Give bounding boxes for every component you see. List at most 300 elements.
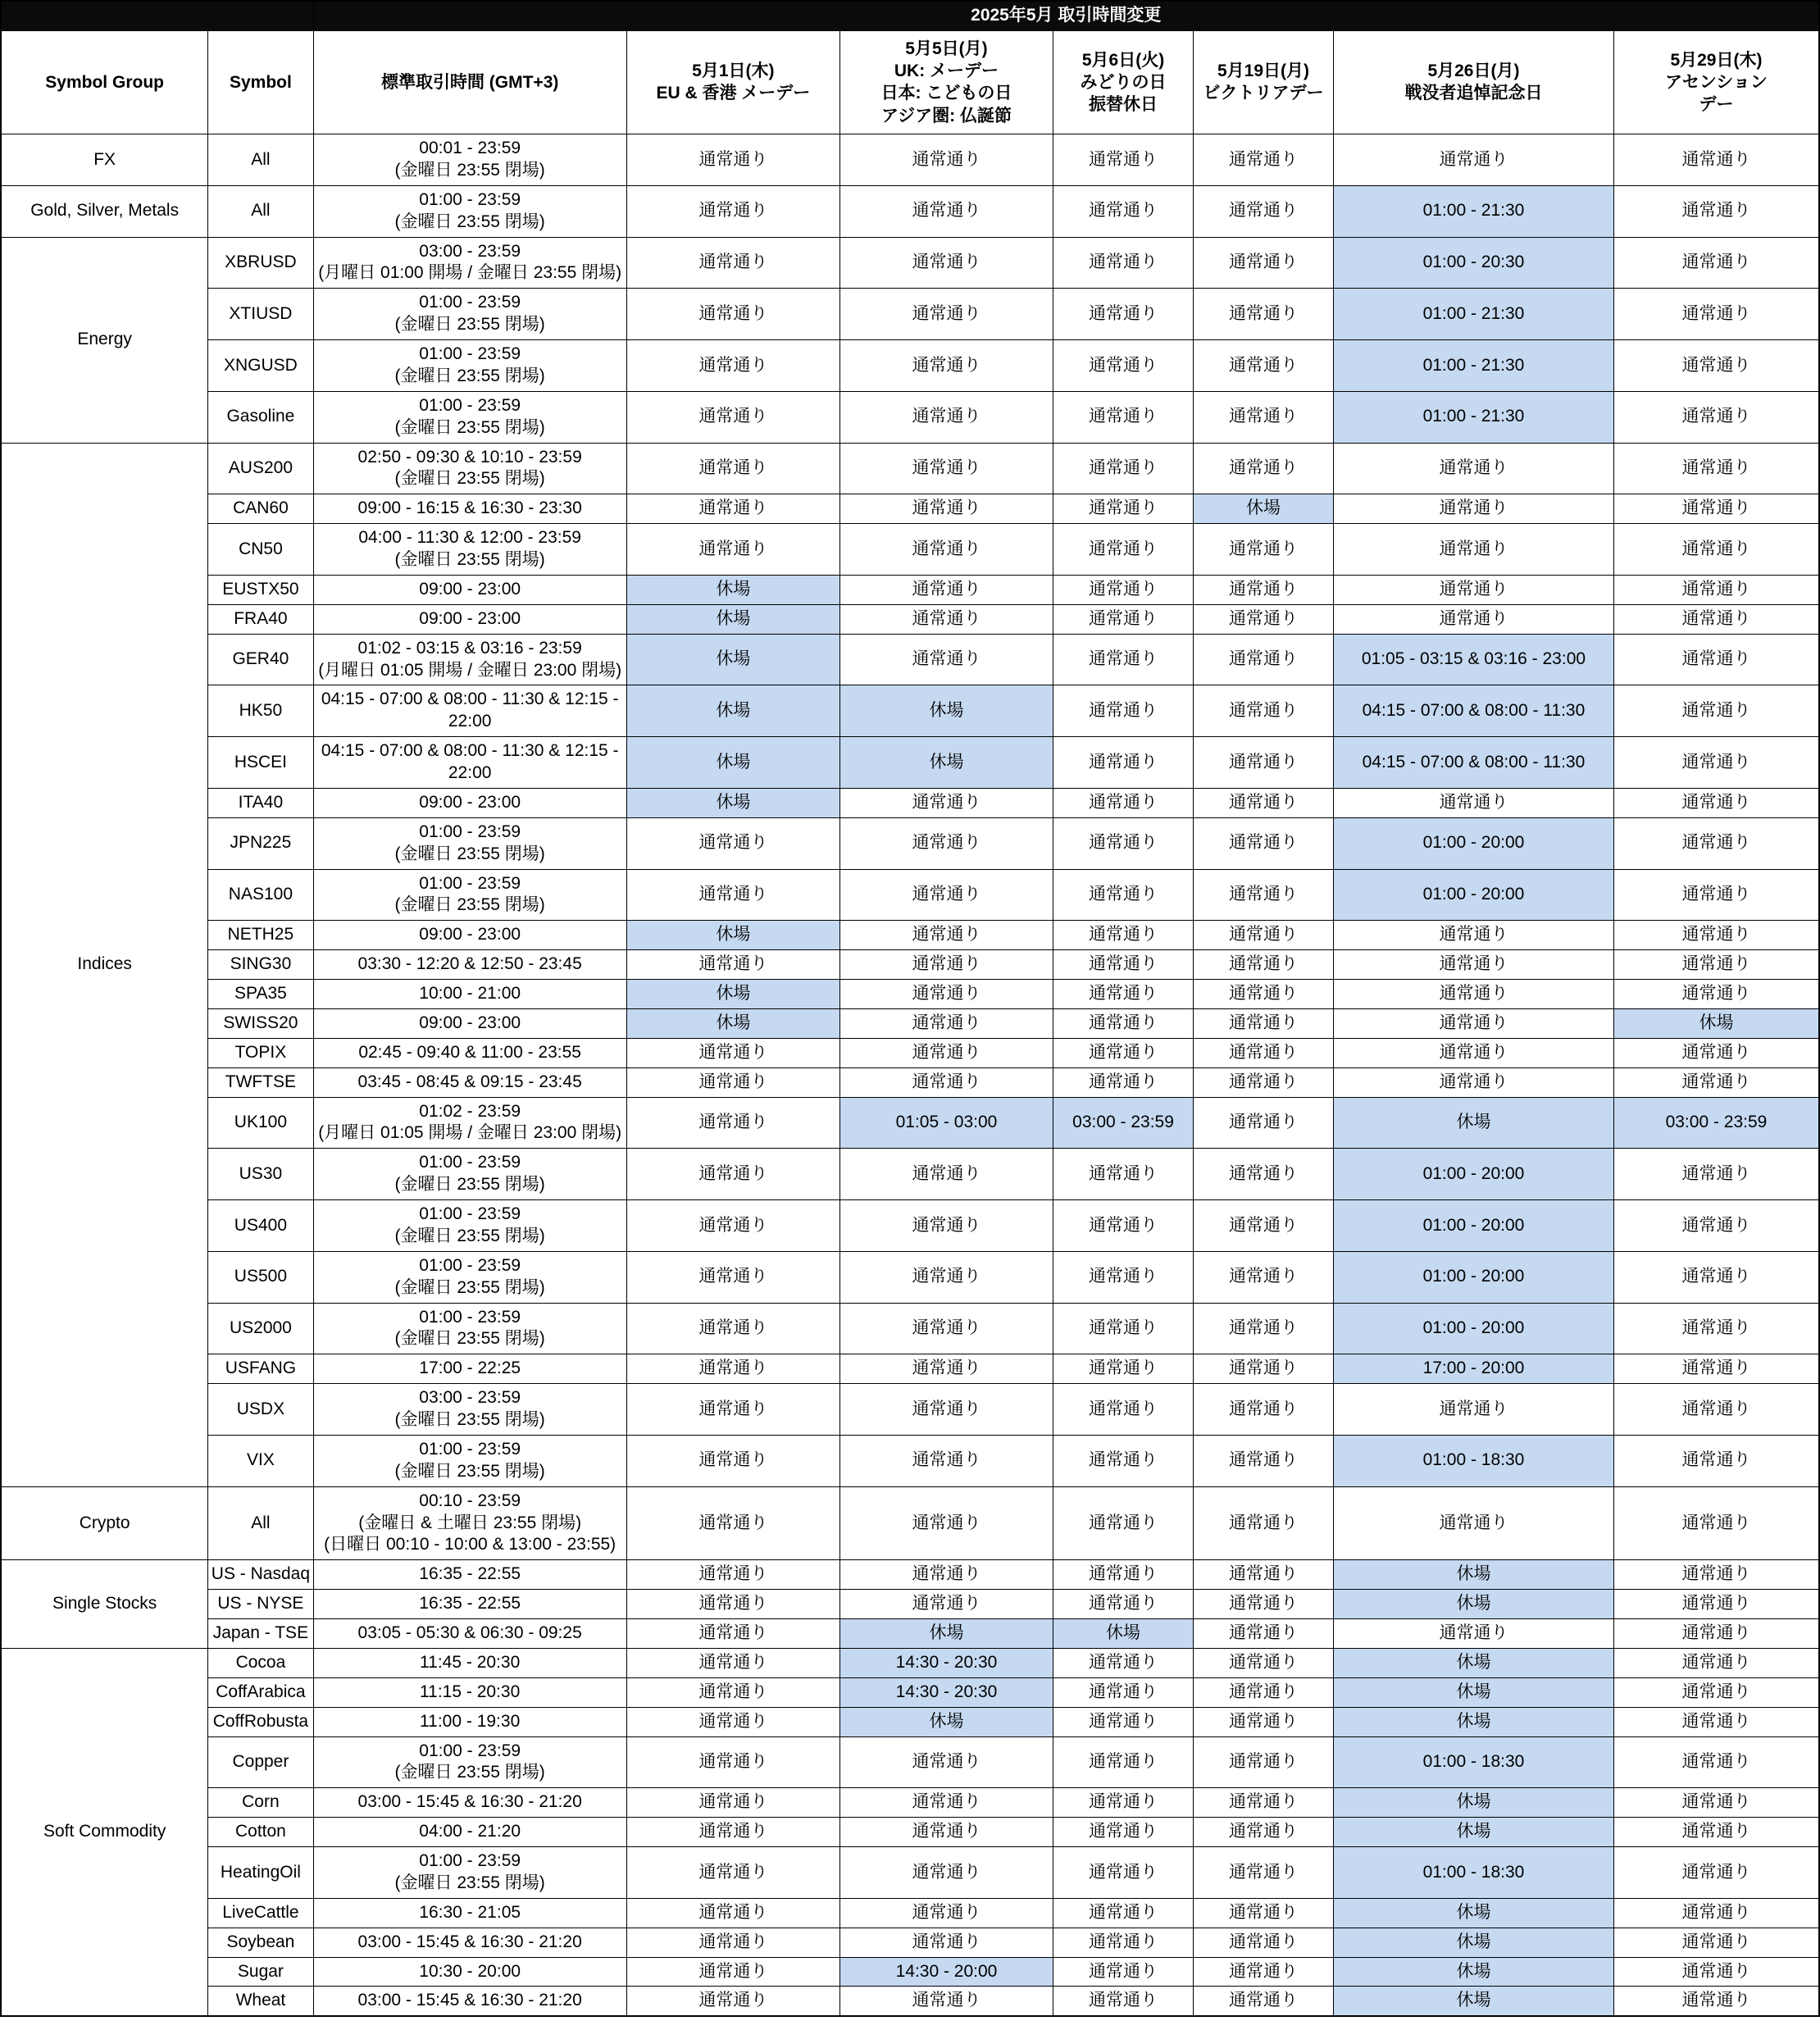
standard-hours-cell <box>313 1486 626 1560</box>
table-row <box>1 685 1819 737</box>
symbol-cell: US400 <box>208 1200 313 1252</box>
schedule-cell: 休場 <box>1333 1928 1613 1957</box>
schedule-cell: 休場 <box>1333 1957 1613 1987</box>
table-row <box>1 1788 1819 1818</box>
schedule-cell: 通常通り <box>1333 575 1613 604</box>
standard-hours-cell <box>313 443 626 494</box>
standard-hours-line: 03:00 - 15:45 & 16:30 - 21:20 <box>357 1991 582 2010</box>
table-row <box>1 1736 1819 1788</box>
symbol-cell: All <box>208 185 313 237</box>
symbol-cell: SWISS20 <box>208 1008 313 1038</box>
standard-hours-line: 02:45 - 09:40 & 11:00 - 23:55 <box>358 1042 581 1062</box>
table-row <box>1 817 1819 869</box>
schedule-cell: 休場 <box>626 788 839 817</box>
standard-hours-cell <box>313 1898 626 1928</box>
standard-hours-line: 00:10 - 23:59 <box>419 1491 521 1510</box>
schedule-cell: 通常通り <box>839 950 1053 980</box>
schedule-cell: 通常通り <box>839 1928 1053 1957</box>
table-row <box>1 1987 1819 2016</box>
schedule-cell: 休場 <box>839 737 1053 789</box>
table-body <box>1 134 1819 2017</box>
schedule-cell: 通常通り <box>1053 1957 1194 1987</box>
standard-hours-cell <box>313 1354 626 1384</box>
header-date-may-5-line-3: 日本: こどもの日 <box>880 84 1012 103</box>
schedule-cell: 通常通り <box>1194 1928 1334 1957</box>
schedule-cell: 14:30 - 20:00 <box>839 1957 1053 1987</box>
schedule-cell: 通常通り <box>1333 921 1613 950</box>
symbol-cell: US30 <box>208 1149 313 1200</box>
schedule-cell: 04:15 - 07:00 & 08:00 - 11:30 <box>1333 685 1613 737</box>
standard-hours-cell <box>313 1008 626 1038</box>
standard-hours-cell <box>313 1619 626 1649</box>
symbol-cell: NETH25 <box>208 921 313 950</box>
schedule-cell: 通常通り <box>1194 1987 1334 2016</box>
schedule-cell: 14:30 - 20:30 <box>839 1648 1053 1677</box>
schedule-cell: 通常通り <box>1194 817 1334 869</box>
schedule-cell: 通常通り <box>1194 737 1334 789</box>
standard-hours-line: (金曜日 23:55 閉場) <box>394 550 545 570</box>
symbol-cell: AUS200 <box>208 443 313 494</box>
schedule-cell: 通常通り <box>1053 524 1194 576</box>
schedule-cell: 通常通り <box>1194 1648 1334 1677</box>
header-date-may-29 <box>1613 30 1819 134</box>
schedule-cell: 通常通り <box>1194 1435 1334 1486</box>
table-row <box>1 494 1819 524</box>
symbol-cell: CoffRobusta <box>208 1707 313 1736</box>
symbol-cell: HSCEI <box>208 737 313 789</box>
schedule-cell: 通常通り <box>1613 1928 1819 1957</box>
table-row <box>1 185 1819 237</box>
table-row <box>1 1097 1819 1149</box>
schedule-cell: 通常通り <box>1053 1354 1194 1384</box>
schedule-cell: 通常通り <box>1333 1619 1613 1649</box>
header-row <box>1 30 1819 134</box>
standard-hours-line: 01:02 - 03:15 & 03:16 - 23:59 <box>357 638 582 658</box>
schedule-cell: 休場 <box>626 921 839 950</box>
standard-hours-line: 01:00 - 23:59 <box>419 1153 521 1172</box>
schedule-cell: 休場 <box>839 1707 1053 1736</box>
schedule-cell: 通常通り <box>1613 391 1819 443</box>
table-row <box>1 443 1819 494</box>
schedule-cell: 通常通り <box>1053 1898 1194 1928</box>
schedule-cell: 通常通り <box>626 1097 839 1149</box>
standard-hours-cell <box>313 289 626 340</box>
schedule-cell: 01:00 - 21:30 <box>1333 185 1613 237</box>
header-date-may-5-line-1: 5月5日(月) <box>905 39 988 58</box>
schedule-cell: 通常通り <box>1053 575 1194 604</box>
schedule-cell: 通常通り <box>839 494 1053 524</box>
schedule-cell: 通常通り <box>1333 604 1613 634</box>
schedule-cell: 01:00 - 21:30 <box>1333 340 1613 392</box>
schedule-cell: 通常通り <box>1194 185 1334 237</box>
standard-hours-line: 09:00 - 23:00 <box>419 579 521 599</box>
standard-hours-line: 09:00 - 23:00 <box>419 925 521 944</box>
header-date-may-6-line-3: 振替休日 <box>1089 95 1158 115</box>
schedule-cell: 通常通り <box>626 1149 839 1200</box>
schedule-cell: 通常通り <box>839 1435 1053 1486</box>
schedule-cell: 通常通り <box>1053 817 1194 869</box>
symbol-cell: TOPIX <box>208 1038 313 1067</box>
standard-hours-cell <box>313 788 626 817</box>
schedule-cell: 01:00 - 18:30 <box>1333 1847 1613 1899</box>
schedule-cell: 通常通り <box>1053 634 1194 685</box>
schedule-cell: 通常通り <box>1053 685 1194 737</box>
schedule-cell: 通常通り <box>1194 1038 1334 1067</box>
schedule-cell: 通常通り <box>839 1736 1053 1788</box>
standard-hours-cell <box>313 1303 626 1354</box>
standard-hours-cell <box>313 921 626 950</box>
symbol-cell: Copper <box>208 1736 313 1788</box>
table-row <box>1 1677 1819 1707</box>
schedule-cell: 休場 <box>1194 494 1334 524</box>
schedule-cell: 通常通り <box>1194 289 1334 340</box>
schedule-cell: 通常通り <box>1333 1384 1613 1436</box>
standard-hours-line: 04:15 - 07:00 & 08:00 - 11:30 & 12:15 - 22:00 <box>321 741 619 783</box>
schedule-cell: 通常通り <box>1194 1847 1334 1899</box>
standard-hours-line: (金曜日 23:55 閉場) <box>394 1763 545 1782</box>
schedule-cell: 通常通り <box>1194 1097 1334 1149</box>
schedule-cell: 通常通り <box>1333 134 1613 186</box>
schedule-cell: 通常通り <box>1053 1928 1194 1957</box>
schedule-cell: 通常通り <box>1333 980 1613 1009</box>
symbol-cell: HeatingOil <box>208 1847 313 1899</box>
schedule-cell: 通常通り <box>626 1038 839 1067</box>
schedule-cell: 通常通り <box>1194 950 1334 980</box>
standard-hours-cell <box>313 134 626 186</box>
schedule-cell: 通常通り <box>626 443 839 494</box>
table-row <box>1 1303 1819 1354</box>
standard-hours-line: 01:00 - 23:59 <box>419 344 521 364</box>
schedule-cell: 01:00 - 21:30 <box>1333 289 1613 340</box>
schedule-cell: 通常通り <box>1194 1736 1334 1788</box>
standard-hours-cell <box>313 1928 626 1957</box>
symbol-cell: XBRUSD <box>208 237 313 289</box>
schedule-cell: 通常通り <box>1053 1560 1194 1590</box>
schedule-cell: 通常通り <box>1333 950 1613 980</box>
standard-hours-cell <box>313 1590 626 1619</box>
schedule-cell: 休場 <box>1333 1648 1613 1677</box>
schedule-cell: 通常通り <box>1613 1486 1819 1560</box>
standard-hours-cell <box>313 237 626 289</box>
header-date-may-29-line-1: 5月29日(木) <box>1670 50 1763 70</box>
header-standard-hours: 標準取引時間 (GMT+3) <box>313 30 626 134</box>
standard-hours-cell <box>313 1435 626 1486</box>
schedule-cell: 休場 <box>1333 1898 1613 1928</box>
schedule-cell: 通常通り <box>839 1067 1053 1097</box>
standard-hours-cell <box>313 391 626 443</box>
schedule-cell: 休場 <box>626 685 839 737</box>
standard-hours-line: (金曜日 23:55 閉場) <box>394 160 545 180</box>
schedule-cell: 通常通り <box>1053 1818 1194 1847</box>
symbol-cell: US500 <box>208 1251 313 1303</box>
schedule-cell: 01:05 - 03:15 & 03:16 - 23:00 <box>1333 634 1613 685</box>
schedule-cell: 通常通り <box>1053 1590 1194 1619</box>
schedule-cell: 通常通り <box>1194 1707 1334 1736</box>
table-row <box>1 1038 1819 1067</box>
symbol-cell: CAN60 <box>208 494 313 524</box>
symbol-cell: Corn <box>208 1788 313 1818</box>
schedule-cell: 通常通り <box>1053 604 1194 634</box>
schedule-cell: 通常通り <box>626 1067 839 1097</box>
schedule-cell: 休場 <box>1333 1707 1613 1736</box>
schedule-cell: 通常通り <box>839 1354 1053 1384</box>
standard-hours-line: (月曜日 01:00 開場 / 金曜日 23:55 閉場) <box>318 263 622 283</box>
table-row <box>1 1898 1819 1928</box>
standard-hours-line: (日曜日 00:10 - 10:00 & 13:00 - 23:55) <box>324 1535 617 1554</box>
schedule-cell: 通常通り <box>626 1648 839 1677</box>
schedule-cell: 通常通り <box>626 185 839 237</box>
table-row <box>1 1928 1819 1957</box>
standard-hours-line: 04:15 - 07:00 & 08:00 - 11:30 & 12:15 - 22:00 <box>321 690 619 731</box>
banner-spacer <box>1 1 313 30</box>
table-row <box>1 737 1819 789</box>
schedule-cell: 通常通り <box>1613 1067 1819 1097</box>
standard-hours-cell <box>313 980 626 1009</box>
schedule-cell: 01:00 - 20:00 <box>1333 1303 1613 1354</box>
standard-hours-line: 01:00 - 23:59 <box>419 1741 521 1760</box>
standard-hours-cell <box>313 1200 626 1252</box>
symbol-cell: CoffArabica <box>208 1677 313 1707</box>
symbol-cell: LiveCattle <box>208 1898 313 1928</box>
schedule-cell: 通常通り <box>1053 1067 1194 1097</box>
schedule-cell: 通常通り <box>839 869 1053 921</box>
schedule-cell: 休場 <box>626 980 839 1009</box>
schedule-cell: 通常通り <box>1194 1251 1334 1303</box>
schedule-cell: 通常通り <box>626 1560 839 1590</box>
standard-hours-cell <box>313 494 626 524</box>
symbol-cell: All <box>208 1486 313 1560</box>
schedule-cell: 通常通り <box>626 1818 839 1847</box>
schedule-cell: 通常通り <box>626 1590 839 1619</box>
table-row <box>1 980 1819 1009</box>
schedule-cell: 通常通り <box>839 921 1053 950</box>
schedule-cell: 通常通り <box>1613 185 1819 237</box>
table-row <box>1 1648 1819 1677</box>
schedule-cell: 通常通り <box>839 391 1053 443</box>
standard-hours-line: (金曜日 23:55 閉場) <box>394 1410 545 1430</box>
schedule-cell: 通常通り <box>1613 1619 1819 1649</box>
schedule-cell: 03:00 - 23:59 <box>1613 1097 1819 1149</box>
table-row <box>1 1251 1819 1303</box>
schedule-cell: 通常通り <box>626 817 839 869</box>
schedule-cell: 通常通り <box>1333 443 1613 494</box>
schedule-cell: 通常通り <box>1613 575 1819 604</box>
schedule-cell: 通常通り <box>626 1435 839 1486</box>
schedule-cell: 通常通り <box>1194 1677 1334 1707</box>
table-row <box>1 1067 1819 1097</box>
schedule-cell: 通常通り <box>626 1707 839 1736</box>
schedule-cell: 通常通り <box>1333 788 1613 817</box>
standard-hours-cell <box>313 685 626 737</box>
schedule-cell: 通常通り <box>1194 1008 1334 1038</box>
symbol-group-cell: Crypto <box>1 1486 208 1560</box>
standard-hours-cell <box>313 1384 626 1436</box>
standard-hours-line: 03:00 - 23:59 <box>419 1388 521 1408</box>
header-date-may-1-line-1: 5月1日(木) <box>692 61 775 81</box>
standard-hours-line: 01:00 - 23:59 <box>419 189 521 209</box>
standard-hours-cell <box>313 604 626 634</box>
schedule-cell: 通常通り <box>1613 1707 1819 1736</box>
schedule-cell: 01:05 - 03:00 <box>839 1097 1053 1149</box>
schedule-cell: 通常通り <box>1053 134 1194 186</box>
standard-hours-line: 02:50 - 09:30 & 10:10 - 23:59 <box>357 447 582 467</box>
schedule-cell: 休場 <box>1333 1818 1613 1847</box>
header-date-may-26-line-1: 5月26日(月) <box>1427 61 1520 81</box>
schedule-cell: 通常通り <box>1613 1847 1819 1899</box>
symbol-cell: USFANG <box>208 1354 313 1384</box>
schedule-cell: 通常通り <box>1333 1067 1613 1097</box>
symbol-cell: NAS100 <box>208 869 313 921</box>
schedule-cell: 通常通り <box>1053 737 1194 789</box>
header-symbol-group: Symbol Group <box>1 30 208 134</box>
symbol-cell: VIX <box>208 1435 313 1486</box>
schedule-cell: 通常通り <box>1613 340 1819 392</box>
schedule-cell: 通常通り <box>1053 950 1194 980</box>
schedule-cell: 通常通り <box>839 1200 1053 1252</box>
schedule-cell: 通常通り <box>1053 1648 1194 1677</box>
schedule-cell: 通常通り <box>1194 685 1334 737</box>
header-date-may-6 <box>1053 30 1194 134</box>
schedule-cell: 01:00 - 20:30 <box>1333 237 1613 289</box>
header-date-may-19 <box>1194 30 1334 134</box>
standard-hours-line: 01:00 - 23:59 <box>419 293 521 312</box>
symbol-cell: Sugar <box>208 1957 313 1987</box>
schedule-cell: 休場 <box>1053 1619 1194 1649</box>
schedule-cell: 通常通り <box>626 340 839 392</box>
schedule-cell: 通常通り <box>626 1303 839 1354</box>
schedule-cell: 通常通り <box>1333 1038 1613 1067</box>
standard-hours-line: 01:00 - 23:59 <box>419 1439 521 1459</box>
standard-hours-cell <box>313 1560 626 1590</box>
table-row <box>1 1957 1819 1987</box>
schedule-cell: 通常通り <box>1053 1677 1194 1707</box>
symbol-cell: Wheat <box>208 1987 313 2016</box>
standard-hours-line: 09:00 - 23:00 <box>419 792 521 812</box>
schedule-cell: 通常通り <box>1613 788 1819 817</box>
schedule-cell: 通常通り <box>1613 1200 1819 1252</box>
standard-hours-line: 11:45 - 20:30 <box>420 1652 521 1672</box>
schedule-cell: 通常通り <box>839 1384 1053 1436</box>
header-date-may-6-line-2: みどりの日 <box>1080 72 1167 92</box>
symbol-cell: GER40 <box>208 634 313 685</box>
schedule-cell: 通常通り <box>1333 1008 1613 1038</box>
schedule-cell: 通常通り <box>1194 1486 1334 1560</box>
schedule-cell: 通常通り <box>1613 1818 1819 1847</box>
schedule-cell: 通常通り <box>1194 1200 1334 1252</box>
header-date-may-26 <box>1333 30 1613 134</box>
table-row <box>1 1384 1819 1436</box>
schedule-cell: 通常通り <box>1613 869 1819 921</box>
schedule-cell: 通常通り <box>839 1560 1053 1590</box>
schedule-cell: 通常通り <box>1053 1736 1194 1788</box>
schedule-cell: 通常通り <box>1194 340 1334 392</box>
schedule-cell: 通常通り <box>1613 950 1819 980</box>
schedule-cell: 通常通り <box>626 1736 839 1788</box>
schedule-cell: 通常通り <box>1613 1987 1819 2016</box>
schedule-cell: 通常通り <box>1194 1560 1334 1590</box>
schedule-cell: 通常通り <box>1194 524 1334 576</box>
schedule-cell: 通常通り <box>839 1008 1053 1038</box>
standard-hours-line: (月曜日 01:05 開場 / 金曜日 23:00 閉場) <box>318 1123 622 1143</box>
header-date-may-5 <box>839 30 1053 134</box>
schedule-cell: 通常通り <box>1053 869 1194 921</box>
symbol-group-cell: FX <box>1 134 208 186</box>
standard-hours-line: 10:30 - 20:00 <box>419 1961 521 1981</box>
standard-hours-line: (金曜日 23:55 閉場) <box>394 1461 545 1481</box>
banner-title: 2025年5月 取引時間変更 <box>313 1 1819 30</box>
schedule-cell: 通常通り <box>626 391 839 443</box>
schedule-cell: 通常通り <box>626 524 839 576</box>
schedule-cell: 休場 <box>626 575 839 604</box>
schedule-cell: 通常通り <box>839 1847 1053 1899</box>
schedule-cell: 通常通り <box>626 869 839 921</box>
schedule-cell: 休場 <box>1613 1008 1819 1038</box>
schedule-cell: 通常通り <box>1613 134 1819 186</box>
header-date-may-19-line-2: ビクトリアデー <box>1203 84 1324 103</box>
standard-hours-line: 17:00 - 22:25 <box>419 1359 521 1378</box>
standard-hours-line: 03:00 - 15:45 & 16:30 - 21:20 <box>357 1792 582 1812</box>
table-row <box>1 788 1819 817</box>
table-row <box>1 1560 1819 1590</box>
schedule-cell: 通常通り <box>1053 185 1194 237</box>
table-row <box>1 1435 1819 1486</box>
schedule-cell: 01:00 - 20:00 <box>1333 869 1613 921</box>
standard-hours-line: 00:01 - 23:59 <box>419 139 521 158</box>
standard-hours-line: 03:00 - 15:45 & 16:30 - 21:20 <box>357 1932 582 1951</box>
schedule-cell: 通常通り <box>1053 494 1194 524</box>
standard-hours-line: 01:00 - 23:59 <box>419 1255 521 1275</box>
schedule-cell: 通常通り <box>1053 391 1194 443</box>
schedule-cell: 通常通り <box>1194 604 1334 634</box>
schedule-cell: 通常通り <box>1613 1435 1819 1486</box>
table-row <box>1 340 1819 392</box>
schedule-cell: 通常通り <box>1613 1898 1819 1928</box>
standard-hours-line: 16:35 - 22:55 <box>419 1564 521 1584</box>
standard-hours-line: 16:35 - 22:55 <box>419 1594 521 1614</box>
schedule-cell: 通常通り <box>1613 1384 1819 1436</box>
schedule-cell: 通常通り <box>839 604 1053 634</box>
symbol-cell: CN50 <box>208 524 313 576</box>
schedule-cell: 通常通り <box>1194 634 1334 685</box>
standard-hours-cell <box>313 1251 626 1303</box>
standard-hours-line: 01:00 - 23:59 <box>419 1307 521 1327</box>
table-row <box>1 604 1819 634</box>
symbol-cell: SING30 <box>208 950 313 980</box>
schedule-cell: 通常通り <box>1613 1303 1819 1354</box>
schedule-cell: 通常通り <box>839 237 1053 289</box>
symbol-cell: JPN225 <box>208 817 313 869</box>
schedule-cell: 通常通り <box>1194 1354 1334 1384</box>
table-row <box>1 237 1819 289</box>
schedule-cell: 通常通り <box>839 788 1053 817</box>
schedule-cell: 通常通り <box>1613 1677 1819 1707</box>
schedule-cell: 通常通り <box>1194 1590 1334 1619</box>
standard-hours-line: 11:00 - 19:30 <box>420 1711 521 1731</box>
header-date-may-5-line-2: UK: メーデー <box>894 61 999 81</box>
symbol-cell: XTIUSD <box>208 289 313 340</box>
schedule-cell: 通常通り <box>1053 921 1194 950</box>
header-date-may-5-line-4: アジア圏: 仏誕節 <box>880 106 1012 125</box>
banner-row <box>1 1 1819 30</box>
standard-hours-cell <box>313 1847 626 1899</box>
standard-hours-cell <box>313 1736 626 1788</box>
header-date-may-26-line-2: 戦没者追悼記念日 <box>1404 84 1543 103</box>
schedule-cell: 通常通り <box>626 1847 839 1899</box>
schedule-cell: 通常通り <box>1333 1486 1613 1560</box>
schedule-cell: 休場 <box>626 1008 839 1038</box>
standard-hours-cell <box>313 634 626 685</box>
schedule-cell: 通常通り <box>1613 1957 1819 1987</box>
